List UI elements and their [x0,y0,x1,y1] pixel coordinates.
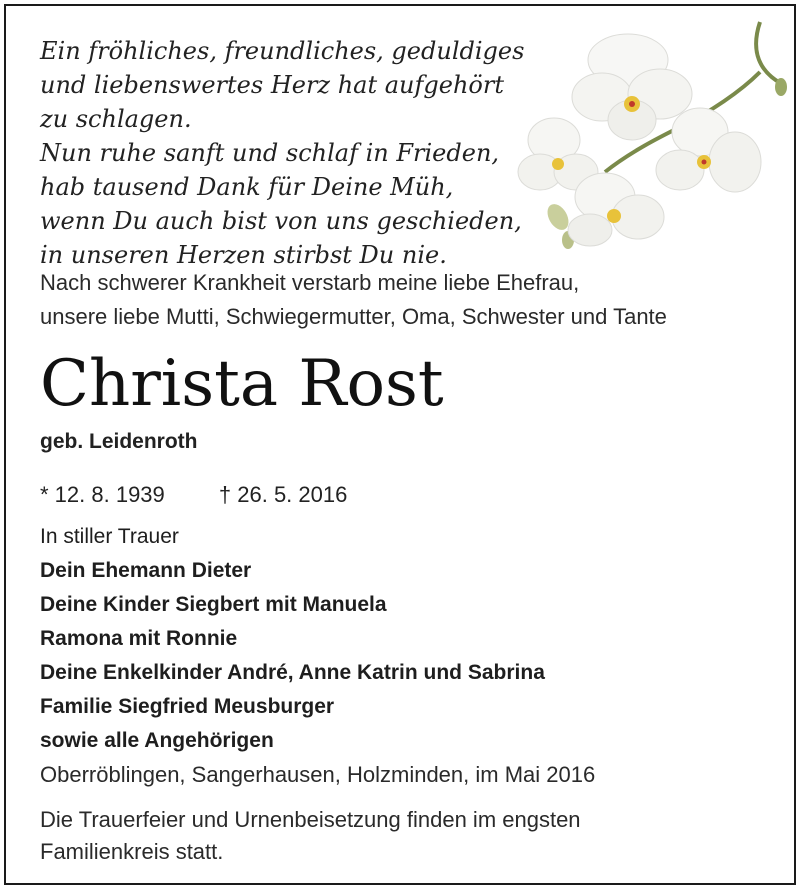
poem-line: wenn Du auch bist von uns geschieden, [40,207,522,235]
life-dates [40,482,347,508]
mourner-line: Ramona mit Ronnie [40,627,238,650]
mourner-line: Familie Siegfried Meusburger [40,695,335,718]
mourner-line: sowie alle Angehörigen [40,729,274,752]
intro-text [40,266,667,334]
funeral-notice [40,804,581,868]
poem-line: hab tausend Dank für Deine Müh, [40,173,454,201]
mourners-label: In stiller Trauer [40,525,179,548]
mourners-list [40,520,545,758]
poem-line: und liebenswertes Herz hat aufgehört [40,71,504,99]
deceased-name: Christa Rost [40,347,444,421]
intro-line: unsere liebe Mutti, Schwiegermutter, Oma, Schwester und Tante [40,304,667,329]
poem-line: in unseren Herzen stirbst Du nie. [40,241,447,269]
death-date: † 26. 5. 2016 [218,482,348,507]
poem-line: Nun ruhe sanft und schlaf in Frieden, [40,139,500,167]
place-and-date: Oberröblingen, Sangerhausen, Holzminden, im Mai 2016 [40,762,596,787]
orchid-flower [656,108,761,192]
white-orchid-icon [510,12,790,252]
poem-line: Ein fröhliches, freundliches, geduldiges [40,37,525,65]
intro-line: Nach schwerer Krankheit verstarb meine liebe Ehefrau, [40,270,580,295]
notice-line: Die Trauerfeier und Urnenbeisetzung finden im engsten [40,807,581,832]
notice-line: Familienkreis statt. [40,839,224,864]
birth-date: * 12. 8. 1939 [40,482,165,507]
orchid-flower [568,173,664,246]
mourner-line: Deine Kinder Siegbert mit Manuela [40,593,387,616]
mourner-line: Dein Ehemann Dieter [40,559,252,582]
poem-line: zu schlagen. [40,105,192,133]
mourner-line: Deine Enkelkinder André, Anne Katrin und Sabrina [40,661,545,684]
maiden-name: geb. Leidenroth [40,430,198,453]
obituary-notice [4,4,796,885]
poem [40,34,524,272]
